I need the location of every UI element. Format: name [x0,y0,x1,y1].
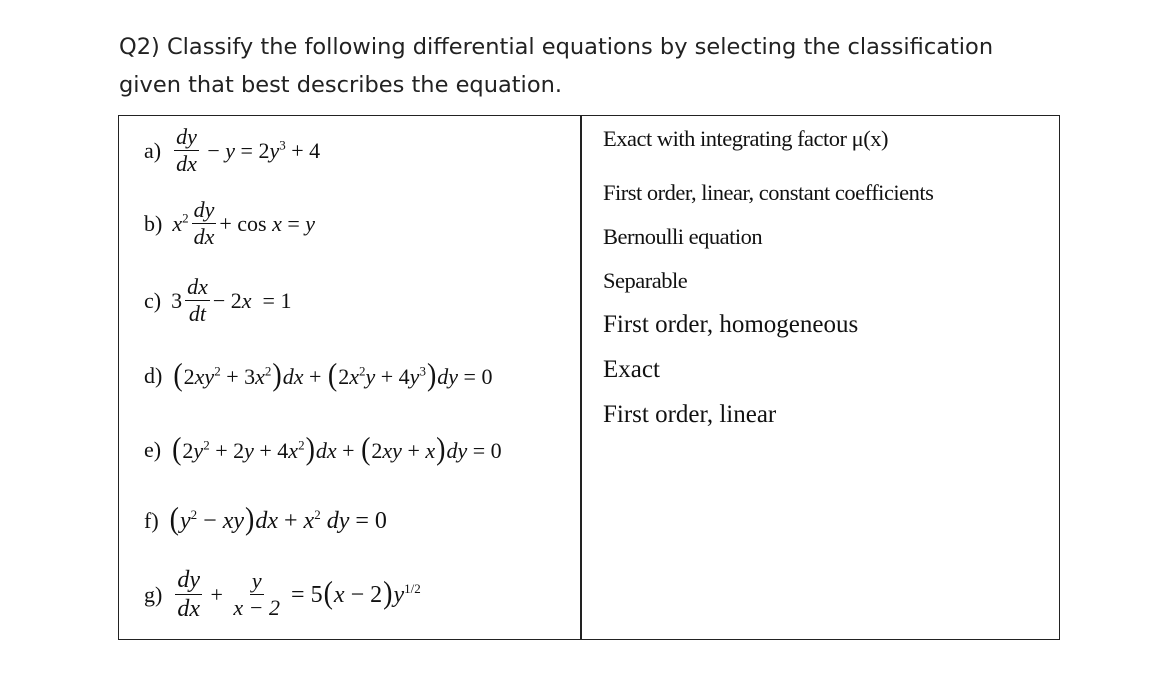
equation-a: a) $\frac{dy}{dx}$ − $y = 2y^3 + 4$ [144,124,321,176]
classification-separable: Separable [603,268,688,293]
equation-label: b) [144,210,163,236]
equation-label: f) [144,507,159,533]
equation-d: d) $(2xy^2 + 3x^2)dx + (2x^2y + 4y^3)dy = 0$ [144,357,493,394]
classification-first-order-linear: First order, linear [603,401,777,428]
classification-homogeneous: First order, homogeneous [603,311,859,338]
equation-g: g) $\frac{dy}{dx}$ + $\frac{y}{x - 2}$ = $5(x - 2)y^{1/2}$ [144,567,421,622]
equation-b: b) $x^2$ $\frac{dy}{dx}$ + cos x = y [144,197,316,249]
question-line-1: Q2) Classify the following differential equations by selecting the classification [119,34,994,60]
column-divider [580,116,582,639]
equation-label: e) [144,437,162,462]
equation-label: a) [144,137,162,163]
question-line-2: given that best describes the equation. [119,72,562,98]
classification-exact-integrating-factor: Exact with integrating factor μ(x) [603,126,888,151]
equation-c: c) 3 $\frac{dx}{dt}$ − 2x = 1 [144,274,292,326]
equation-e: e) $(2y^2 + 2y + 4x^2)dx + (2xy + x)dy = 0$ [144,431,502,468]
classification-bernoulli: Bernoulli equation [603,224,763,249]
question-text [119,28,1039,104]
classification-exact: Exact [603,356,660,383]
classification-linear-constant-coefficients: First order, linear, constant coefficients [603,180,934,205]
equation-f: f) $(y^2 - xy)dx + x^2$ dy = 0 [144,501,387,538]
equation-label: c) [144,287,162,313]
equation-label: d) [144,363,163,388]
classification-table [118,115,1060,640]
equation-label: g) [144,581,163,607]
